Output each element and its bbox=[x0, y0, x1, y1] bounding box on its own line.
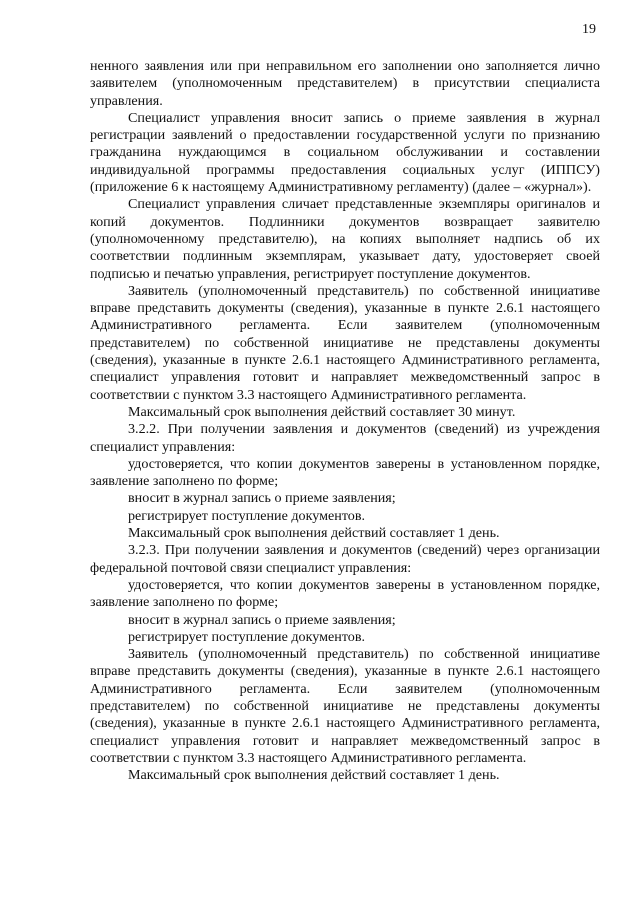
body-paragraph: Специалист управления сличает представленные экземпляры оригиналов и копий документов. Подлинники документов возвращает заявителю (уполномоченному представителю), на копиях выполняет надпись об их соответствии подлинным экземплярам, указывает дату, удостоверяет своей подписью и печатью управления, регистрирует поступление документов. bbox=[90, 196, 600, 282]
body-paragraph: удостоверяется, что копии документов заверены в установленном порядке, заявление заполнено по форме; bbox=[90, 455, 600, 490]
page-number: 19 bbox=[582, 22, 596, 37]
body-paragraph: Специалист управления вносит запись о приеме заявления в журнал регистрации заявлений о предоставлении государственной услуги по признанию гражданина нуждающимся в социальном обслуживании и составлении индивидуальной программы предоставления социальных услуг (ИППСУ) (приложение 6 к настоящему Административному регламенту) (далее – «журнал»). bbox=[90, 109, 600, 196]
body-paragraph: 3.2.3. При получении заявления и документов (сведений) через организации федеральной почтовой связи специалист управления: bbox=[90, 542, 600, 576]
body-paragraph: регистрирует поступление документов. bbox=[128, 628, 366, 645]
body-paragraph: вносит в журнал запись о приеме заявления; bbox=[128, 490, 396, 507]
body-paragraph: Максимальный срок выполнения действий составляет 1 день. bbox=[128, 767, 500, 784]
body-paragraph: ненного заявления или при неправильном его заполнении оно заполняется лично заявителем (уполномоченным представителем) в присутствии специалиста управления. bbox=[90, 58, 600, 109]
body-paragraph: Заявитель (уполномоченный представитель) по собственной инициативе вправе представить документы (сведения), указанные в пункте 2.6.1 настоящего Административного регламента. Если заявителем (уполномоченным представителем) по собственной инициативе не представлены документы (сведения), указанные в пункте 2.6.1 настоящего Административного регламента, специалист управления готовит и направляет межведомственный запрос в соответствии с пунктом 3.3 настоящего Административного регламента. bbox=[90, 646, 600, 766]
body-paragraph: регистрирует поступление документов. bbox=[128, 507, 366, 524]
document-body bbox=[90, 58, 600, 784]
body-paragraph: Заявитель (уполномоченный представитель) по собственной инициативе вправе представить документы (сведения), указанные в пункте 2.6.1 настоящего Административного регламента. Если заявителем (уполномоченным представителем) по собственной инициативе не представлены документы (сведения), указанные в пункте 2.6.1 настоящего Административного регламента, специалист управления готовит и направляет межведомственный запрос в соответствии с пунктом 3.3 настоящего Административного регламента. bbox=[90, 282, 600, 403]
body-paragraph: Максимальный срок выполнения действий составляет 1 день. bbox=[128, 525, 500, 542]
body-paragraph: вносит в журнал запись о приеме заявления; bbox=[128, 611, 396, 628]
body-paragraph: удостоверяется, что копии документов заверены в установленном порядке, заявление заполнено по форме; bbox=[90, 576, 600, 611]
body-paragraph: 3.2.2. При получении заявления и документов (сведений) из учреждения специалист управления: bbox=[90, 421, 600, 455]
body-paragraph: Максимальный срок выполнения действий составляет 30 минут. bbox=[128, 403, 516, 420]
